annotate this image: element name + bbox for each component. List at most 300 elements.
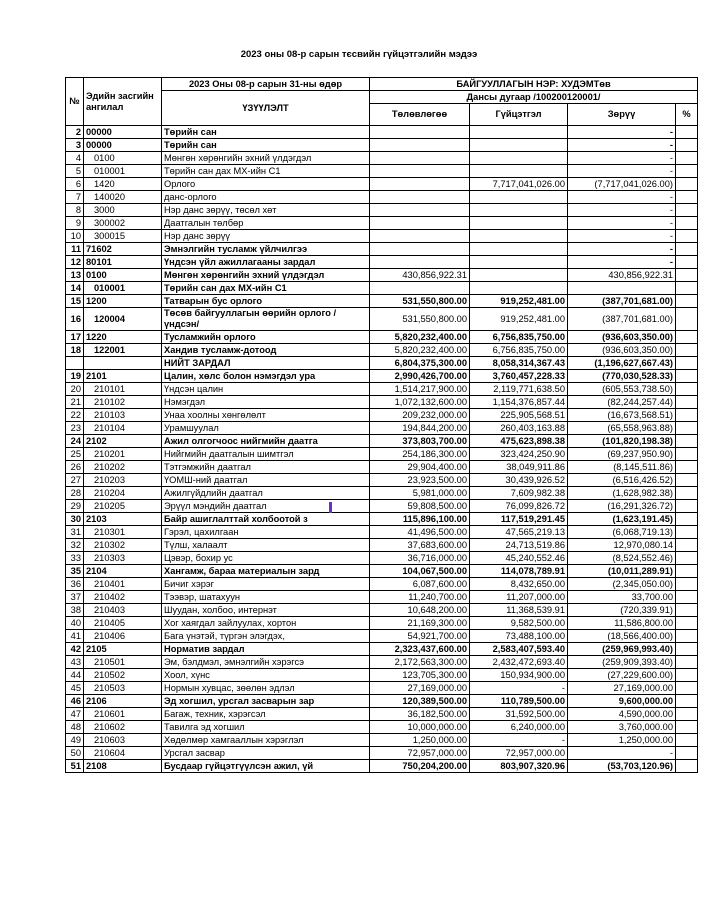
row-no: 19	[66, 370, 84, 383]
row-actual: 6,756,835,750.00	[470, 331, 568, 344]
row-plan: 21,169,300.00	[370, 617, 470, 630]
row-diff: (6,516,426.52)	[568, 474, 676, 487]
row-plan	[370, 139, 470, 152]
row-diff: (1,196,627,667.43)	[568, 357, 676, 370]
row-pct	[676, 591, 698, 604]
row-pct	[676, 383, 698, 396]
row-pct	[676, 344, 698, 357]
header-no: №	[66, 78, 84, 126]
row-name: Хандив тусламж-дотоод	[162, 344, 370, 357]
row-plan: 120,389,500.00	[370, 695, 470, 708]
row-diff: 1,250,000.00	[568, 734, 676, 747]
header-indicator: ҮЗҮҮЛЭЛТ	[162, 91, 370, 126]
row-name: Үндсэн цалин	[162, 383, 370, 396]
row-plan: 531,550,800.00	[370, 308, 470, 331]
header-diff: Зөрүү	[568, 104, 676, 126]
row-code: 210503	[84, 682, 162, 695]
table-row	[66, 539, 698, 552]
row-plan: 5,820,232,400.00	[370, 344, 470, 357]
row-name: Мөнгөн хөрөнгийн эхний үлдэгдэл	[162, 152, 370, 165]
table-row	[66, 565, 698, 578]
row-no: 49	[66, 734, 84, 747]
row-plan: 1,072,132,600.00	[370, 396, 470, 409]
row-diff: (7,717,041,026.00)	[568, 178, 676, 191]
row-name: Шуудан, холбоо, интернэт	[162, 604, 370, 617]
table-row	[66, 552, 698, 565]
row-actual: 1,154,376,857.44	[470, 396, 568, 409]
row-code: 120004	[84, 308, 162, 331]
row-code: 210205	[84, 500, 162, 513]
row-name: Хөдөлмөр хамгааллын хэрэглэл	[162, 734, 370, 747]
row-code: 210403	[84, 604, 162, 617]
row-diff: (2,345,050.00)	[568, 578, 676, 591]
row-name: Байр ашиглалттай холбоотой з	[162, 513, 370, 526]
row-no	[66, 357, 84, 370]
row-diff: (10,011,289.91)	[568, 565, 676, 578]
row-diff: 4,590,000.00	[568, 708, 676, 721]
row-code: 2105	[84, 643, 162, 656]
row-code: 00000	[84, 126, 162, 139]
row-no: 25	[66, 448, 84, 461]
table-row	[66, 617, 698, 630]
row-diff: (16,291,326.72)	[568, 500, 676, 513]
row-no: 36	[66, 578, 84, 591]
row-diff: 12,970,080.14	[568, 539, 676, 552]
row-name: Эрүүл мэндийн даатгал	[162, 500, 370, 513]
row-diff: (770,030,528.33)	[568, 370, 676, 383]
row-plan: 72,957,000.00	[370, 747, 470, 760]
row-name: Унаа хоолны хөнгөлөлт	[162, 409, 370, 422]
row-no: 16	[66, 308, 84, 331]
row-diff: -	[568, 204, 676, 217]
row-pct	[676, 552, 698, 565]
table-row	[66, 396, 698, 409]
row-name: Бусдаар гүйцэтгүүлсэн ажил, үй	[162, 760, 370, 773]
row-pct	[676, 656, 698, 669]
row-code: 140020	[84, 191, 162, 204]
row-plan	[370, 230, 470, 243]
row-code: 210406	[84, 630, 162, 643]
row-plan: 2,323,437,600.00	[370, 643, 470, 656]
row-actual: 919,252,481.00	[470, 308, 568, 331]
row-code: 210101	[84, 383, 162, 396]
row-pct	[676, 331, 698, 344]
table-row	[66, 230, 698, 243]
row-plan: 37,683,600.00	[370, 539, 470, 552]
row-name: Тэтгэмжийн даатгал	[162, 461, 370, 474]
row-code: 210201	[84, 448, 162, 461]
row-name: данс-орлого	[162, 191, 370, 204]
row-code: 71602	[84, 243, 162, 256]
row-plan: 54,921,700.00	[370, 630, 470, 643]
row-pct	[676, 422, 698, 435]
row-code: 210501	[84, 656, 162, 669]
row-pct	[676, 682, 698, 695]
header-pct: %	[676, 104, 698, 126]
table-row	[66, 734, 698, 747]
row-code: 210604	[84, 747, 162, 760]
row-code: 210602	[84, 721, 162, 734]
row-pct	[676, 126, 698, 139]
row-actual: 76,099,826.72	[470, 500, 568, 513]
row-code	[84, 357, 162, 370]
row-pct	[676, 695, 698, 708]
row-no: 35	[66, 565, 84, 578]
row-plan: 254,186,300.00	[370, 448, 470, 461]
row-plan	[370, 256, 470, 269]
row-code: 210603	[84, 734, 162, 747]
row-no: 50	[66, 747, 84, 760]
row-code: 1200	[84, 295, 162, 308]
row-plan: 123,705,300.00	[370, 669, 470, 682]
row-pct	[676, 308, 698, 331]
row-name: Ажил олгогчоос нийгмийн даатга	[162, 435, 370, 448]
row-name: Ажилгүйдлийн даатгал	[162, 487, 370, 500]
row-name: Хангамж, бараа материалын зард	[162, 565, 370, 578]
row-no: 22	[66, 409, 84, 422]
row-plan: 36,182,500.00	[370, 708, 470, 721]
row-code: 0100	[84, 269, 162, 282]
row-name: Урсгал засвар	[162, 747, 370, 760]
row-diff: (259,969,993.40)	[568, 643, 676, 656]
row-name: Урамшуулал	[162, 422, 370, 435]
row-name: Тавилга эд хогшил	[162, 721, 370, 734]
table-row	[66, 461, 698, 474]
row-pct	[676, 165, 698, 178]
row-actual: 7,717,041,026.00	[470, 178, 568, 191]
row-pct	[676, 617, 698, 630]
row-actual: 72,957,000.00	[470, 747, 568, 760]
row-name: Түлш, халаалт	[162, 539, 370, 552]
row-pct	[676, 357, 698, 370]
row-diff: 3,760,000.00	[568, 721, 676, 734]
row-name: Тээвэр, шатахуун	[162, 591, 370, 604]
row-actual: 3,760,457,228.33	[470, 370, 568, 383]
row-name: Эмнэлгийн тусламж үйлчилгээ	[162, 243, 370, 256]
row-no: 38	[66, 604, 84, 617]
row-diff: (1,623,191.45)	[568, 513, 676, 526]
row-actual: 919,252,481.00	[470, 295, 568, 308]
row-no: 17	[66, 331, 84, 344]
row-actual: 2,432,472,693.40	[470, 656, 568, 669]
table-row	[66, 500, 698, 513]
row-no: 14	[66, 282, 84, 295]
table-row	[66, 487, 698, 500]
row-name: Мөнгөн хөрөнгийн эхний үлдэгдэл	[162, 269, 370, 282]
row-actual	[470, 256, 568, 269]
row-actual: 323,424,250.90	[470, 448, 568, 461]
header-date: 2023 Оны 08-р сарын 31-ны өдөр	[162, 78, 370, 91]
row-pct	[676, 217, 698, 230]
row-plan: 5,820,232,400.00	[370, 331, 470, 344]
row-name: Төсөв байгууллагын өөрийн орлого /үндсэн/	[162, 308, 370, 331]
row-plan	[370, 152, 470, 165]
row-plan: 27,169,000.00	[370, 682, 470, 695]
table-body	[66, 126, 698, 773]
table-row	[66, 682, 698, 695]
row-code: 300002	[84, 217, 162, 230]
row-diff: (16,673,568.51)	[568, 409, 676, 422]
row-plan	[370, 243, 470, 256]
row-actual	[470, 204, 568, 217]
row-pct	[676, 448, 698, 461]
row-diff	[568, 282, 676, 295]
row-plan: 373,803,700.00	[370, 435, 470, 448]
table-row	[66, 435, 698, 448]
row-code: 122001	[84, 344, 162, 357]
row-plan: 750,204,200.00	[370, 760, 470, 773]
row-diff: (936,603,350.00)	[568, 331, 676, 344]
row-diff: (27,229,600.00)	[568, 669, 676, 682]
row-code: 2103	[84, 513, 162, 526]
row-name: Багаж, техник, хэрэгсэл	[162, 708, 370, 721]
row-diff: (936,603,350.00)	[568, 344, 676, 357]
row-actual: 73,488,100.00	[470, 630, 568, 643]
row-pct	[676, 669, 698, 682]
row-no: 18	[66, 344, 84, 357]
row-no: 24	[66, 435, 84, 448]
row-actual	[470, 191, 568, 204]
row-name: Цэвэр, бохир ус	[162, 552, 370, 565]
row-pct	[676, 747, 698, 760]
table-row	[66, 409, 698, 422]
row-actual: 2,119,771,638.50	[470, 383, 568, 396]
row-code: 3000	[84, 204, 162, 217]
table-row	[66, 370, 698, 383]
row-actual: 2,583,407,593.40	[470, 643, 568, 656]
row-pct	[676, 578, 698, 591]
table-row	[66, 165, 698, 178]
table-row	[66, 669, 698, 682]
row-plan	[370, 178, 470, 191]
row-pct	[676, 396, 698, 409]
row-code: 210202	[84, 461, 162, 474]
row-code: 300015	[84, 230, 162, 243]
row-actual: 6,240,000.00	[470, 721, 568, 734]
table-row	[66, 656, 698, 669]
row-pct	[676, 526, 698, 539]
row-actual: 225,905,568.51	[470, 409, 568, 422]
row-no: 32	[66, 539, 84, 552]
row-diff: (1,628,982.38)	[568, 487, 676, 500]
row-code: 1420	[84, 178, 162, 191]
row-name: Нэмэгдэл	[162, 396, 370, 409]
table-row	[66, 256, 698, 269]
row-diff: -	[568, 126, 676, 139]
row-name: Орлого	[162, 178, 370, 191]
row-actual: 114,078,789.91	[470, 565, 568, 578]
row-name: Тусламжийн орлого	[162, 331, 370, 344]
row-diff: -	[568, 165, 676, 178]
row-pct	[676, 139, 698, 152]
table-row	[66, 578, 698, 591]
row-plan: 5,981,000.00	[370, 487, 470, 500]
header-org: БАЙГУУЛЛАГЫН НЭР: ХУДЭМТөв	[370, 78, 698, 91]
row-code: 210402	[84, 591, 162, 604]
row-name: Эд хогшил, урсгал засварын зар	[162, 695, 370, 708]
row-code: 2106	[84, 695, 162, 708]
row-no: 45	[66, 682, 84, 695]
row-actual: 38,049,911.86	[470, 461, 568, 474]
row-pct	[676, 760, 698, 773]
row-code: 210204	[84, 487, 162, 500]
row-no: 46	[66, 695, 84, 708]
table-row	[66, 152, 698, 165]
row-no: 37	[66, 591, 84, 604]
row-no: 5	[66, 165, 84, 178]
row-diff: (18,566,400.00)	[568, 630, 676, 643]
row-actual	[470, 139, 568, 152]
row-no: 13	[66, 269, 84, 282]
row-code: 2108	[84, 760, 162, 773]
row-pct	[676, 243, 698, 256]
row-pct	[676, 565, 698, 578]
row-no: 44	[66, 669, 84, 682]
table-row	[66, 243, 698, 256]
row-diff: -	[568, 243, 676, 256]
row-pct	[676, 178, 698, 191]
row-pct	[676, 269, 698, 282]
row-plan: 10,000,000.00	[370, 721, 470, 734]
row-no: 3	[66, 139, 84, 152]
table-row	[66, 139, 698, 152]
row-plan: 6,804,375,300.00	[370, 357, 470, 370]
row-diff: -	[568, 230, 676, 243]
table-row	[66, 448, 698, 461]
row-pct	[676, 256, 698, 269]
table-row	[66, 204, 698, 217]
row-pct	[676, 487, 698, 500]
row-plan: 36,716,000.00	[370, 552, 470, 565]
row-code: 0100	[84, 152, 162, 165]
row-actual	[470, 152, 568, 165]
row-pct	[676, 435, 698, 448]
row-pct	[676, 734, 698, 747]
row-pct	[676, 539, 698, 552]
row-plan	[370, 126, 470, 139]
table-row	[66, 721, 698, 734]
header-plan: Төлөвлөгөө	[370, 104, 470, 126]
table-row	[66, 513, 698, 526]
row-no: 41	[66, 630, 84, 643]
table-row	[66, 383, 698, 396]
row-diff: (605,553,738.50)	[568, 383, 676, 396]
row-plan: 104,067,500.00	[370, 565, 470, 578]
row-plan: 11,240,700.00	[370, 591, 470, 604]
row-plan	[370, 191, 470, 204]
header-econ: Эдийн засгийн ангилал	[84, 78, 162, 126]
row-actual: 8,058,314,367.43	[470, 357, 568, 370]
cursor-marker	[329, 502, 332, 513]
header-actual: Гүйцэтгэл	[470, 104, 568, 126]
row-diff: -	[568, 191, 676, 204]
row-plan: 29,904,400.00	[370, 461, 470, 474]
table-row	[66, 269, 698, 282]
row-no: 40	[66, 617, 84, 630]
row-pct	[676, 500, 698, 513]
row-no: 9	[66, 217, 84, 230]
table-row	[66, 357, 698, 370]
row-code: 210104	[84, 422, 162, 435]
row-diff: (387,701,681.00)	[568, 308, 676, 331]
report-title: 2023 оны 08-р сарын тєсвийн гүйцэтгэлийн мэдээ	[240, 49, 478, 60]
row-code: 210405	[84, 617, 162, 630]
row-code: 010001	[84, 282, 162, 295]
row-plan: 59,808,500.00	[370, 500, 470, 513]
row-name: Даатгалын төлбөр	[162, 217, 370, 230]
row-code: 00000	[84, 139, 162, 152]
row-actual: 31,592,500.00	[470, 708, 568, 721]
row-plan: 2,990,426,700.00	[370, 370, 470, 383]
row-name: Төрийн сан	[162, 126, 370, 139]
row-no: 47	[66, 708, 84, 721]
table-row	[66, 604, 698, 617]
row-code: 210102	[84, 396, 162, 409]
row-name: Хог хаягдал зайлуулах, хортон	[162, 617, 370, 630]
row-plan: 1,250,000.00	[370, 734, 470, 747]
row-name: Цалин, хөлс болон нэмэгдэл ура	[162, 370, 370, 383]
row-actual	[470, 282, 568, 295]
row-no: 20	[66, 383, 84, 396]
row-no: 4	[66, 152, 84, 165]
row-no: 29	[66, 500, 84, 513]
row-actual: 9,582,500.00	[470, 617, 568, 630]
table-row	[66, 695, 698, 708]
row-actual	[470, 243, 568, 256]
row-code: 210103	[84, 409, 162, 422]
row-actual: 110,789,500.00	[470, 695, 568, 708]
row-pct	[676, 513, 698, 526]
row-actual: 7,609,982.38	[470, 487, 568, 500]
row-plan	[370, 217, 470, 230]
row-name: Төрийн сан дах МХ-ийн С1	[162, 165, 370, 178]
table-row	[66, 474, 698, 487]
row-actual	[470, 126, 568, 139]
budget-table	[65, 77, 698, 773]
row-plan: 23,923,500.00	[370, 474, 470, 487]
row-code: 2101	[84, 370, 162, 383]
table-row	[66, 708, 698, 721]
row-name: Эм, бэлдмэл, эмнэлгийн хэрэгсэ	[162, 656, 370, 669]
row-code: 210301	[84, 526, 162, 539]
row-plan	[370, 204, 470, 217]
table-row	[66, 760, 698, 773]
row-diff: -	[568, 256, 676, 269]
row-code: 210601	[84, 708, 162, 721]
row-diff: 33,700.00	[568, 591, 676, 604]
table-row	[66, 643, 698, 656]
row-name: Үндсэн үйл ажиллагааны зардал	[162, 256, 370, 269]
row-plan: 41,496,500.00	[370, 526, 470, 539]
row-actual: 475,623,898.38	[470, 435, 568, 448]
row-code: 2102	[84, 435, 162, 448]
row-name: Нэр данс зөрүү	[162, 230, 370, 243]
row-no: 23	[66, 422, 84, 435]
row-diff: (53,703,120.96)	[568, 760, 676, 773]
row-code: 2104	[84, 565, 162, 578]
row-pct	[676, 152, 698, 165]
row-actual	[470, 230, 568, 243]
row-no: 8	[66, 204, 84, 217]
row-no: 43	[66, 656, 84, 669]
table-row	[66, 344, 698, 357]
row-code: 210303	[84, 552, 162, 565]
row-diff: 27,169,000.00	[568, 682, 676, 695]
row-actual: -	[470, 682, 568, 695]
table-row	[66, 282, 698, 295]
row-diff: (387,701,681.00)	[568, 295, 676, 308]
row-pct	[676, 409, 698, 422]
